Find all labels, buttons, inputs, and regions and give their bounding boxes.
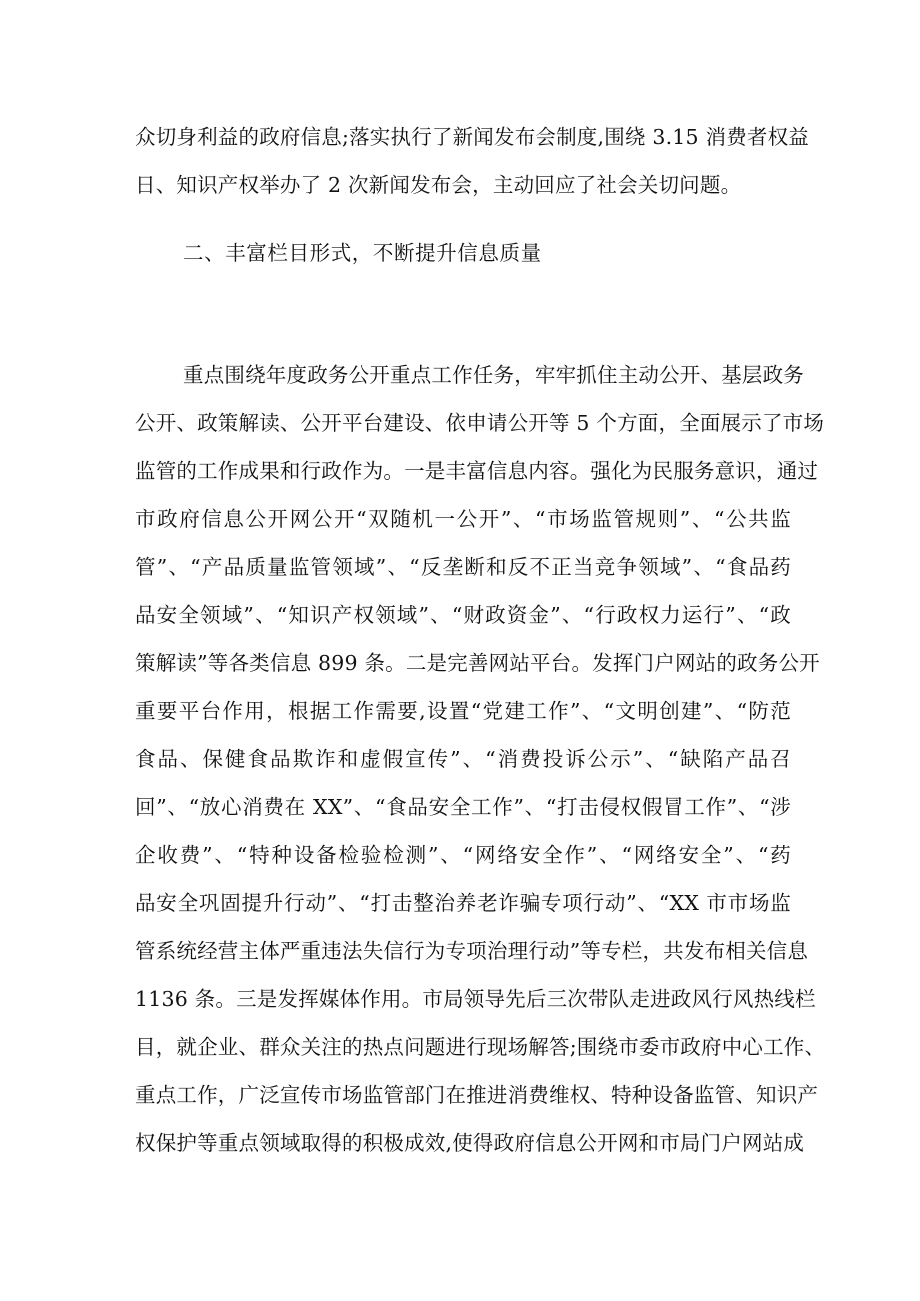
paragraph-2-line-17: 权保护等重点领域取得的积极成效,使得政府信息公开网和市局门户网站成 bbox=[135, 1131, 805, 1155]
paragraph-2-line-13: 管系统经营主体严重违法失信行为专项治理行动”等专栏，共发布相关信息 bbox=[135, 939, 809, 963]
paragraph-2-line-9: 食品、保健食品欺诈和虚假宣传”、“消费投诉公示”、“缺陷产品召 bbox=[135, 747, 791, 771]
paragraph-2-line-2: 公开、政策解读、公开平台建设、依申请公开等 5 个方面，全面展示了市场 bbox=[135, 411, 825, 435]
paragraph-2-line-4: 市政府信息公开网公开“双随机一公开”、“市场监管规则”、“公共监 bbox=[135, 507, 791, 531]
paragraph-1-line-2: 日、知识产权举办了 2 次新闻发布会，主动回应了社会关切问题。 bbox=[135, 173, 742, 197]
paragraph-2-line-15: 目，就企业、群众关注的热点问题进行现场解答;围绕市委市政府中心工作、 bbox=[135, 1035, 826, 1059]
paragraph-2-line-10: 回”、“放心消费在 XX”、“食品安全工作”、“打击侵权假冒工作”、“涉 bbox=[135, 795, 791, 819]
paragraph-2-line-8: 重要平台作用，根据工作需要,设置“党建工作”、“文明创建”、“防范 bbox=[135, 699, 791, 723]
paragraph-1-line-1: 众切身利益的政府信息;落实执行了新闻发布会制度,围绕 3.15 消费者权益 bbox=[135, 125, 809, 149]
paragraph-2-line-12: 品安全巩固提升行动”、“打击整治养老诈骗专项行动”、“XX 市市场监 bbox=[135, 891, 791, 915]
paragraph-2-line-16: 重点工作，广泛宣传市场监管部门在推进消费维权、特种设备监管、知识产 bbox=[135, 1083, 819, 1107]
paragraph-2-line-7: 策解读”等各类信息 899 条。二是完善网站平台。发挥门户网站的政务公开 bbox=[135, 651, 820, 675]
section-heading: 二、丰富栏目形式，不断提升信息质量 bbox=[183, 241, 542, 265]
paragraph-2-line-14: 1136 条。三是发挥媒体作用。市局领导先后三次带队走进政风行风热线栏 bbox=[135, 987, 816, 1011]
paragraph-2-line-11: 企收费”、“特种设备检验检测”、“网络安全作”、“网络安全”、“药 bbox=[135, 843, 791, 867]
paragraph-2-line-3: 监管的工作成果和行政作为。一是丰富信息内容。强化为民服务意识，通过 bbox=[135, 459, 819, 483]
paragraph-2-line-5: 管”、“产品质量监管领域”、“反垄断和反不正当竞争领域”、“食品药 bbox=[135, 555, 791, 579]
paragraph-2-line-6: 品安全领域”、“知识产权领域”、“财政资金”、“行政权力运行”、“政 bbox=[135, 603, 791, 627]
paragraph-2-line-1: 重点围绕年度政务公开重点工作任务，牢牢抓住主动公开、基层政务 bbox=[183, 363, 804, 387]
